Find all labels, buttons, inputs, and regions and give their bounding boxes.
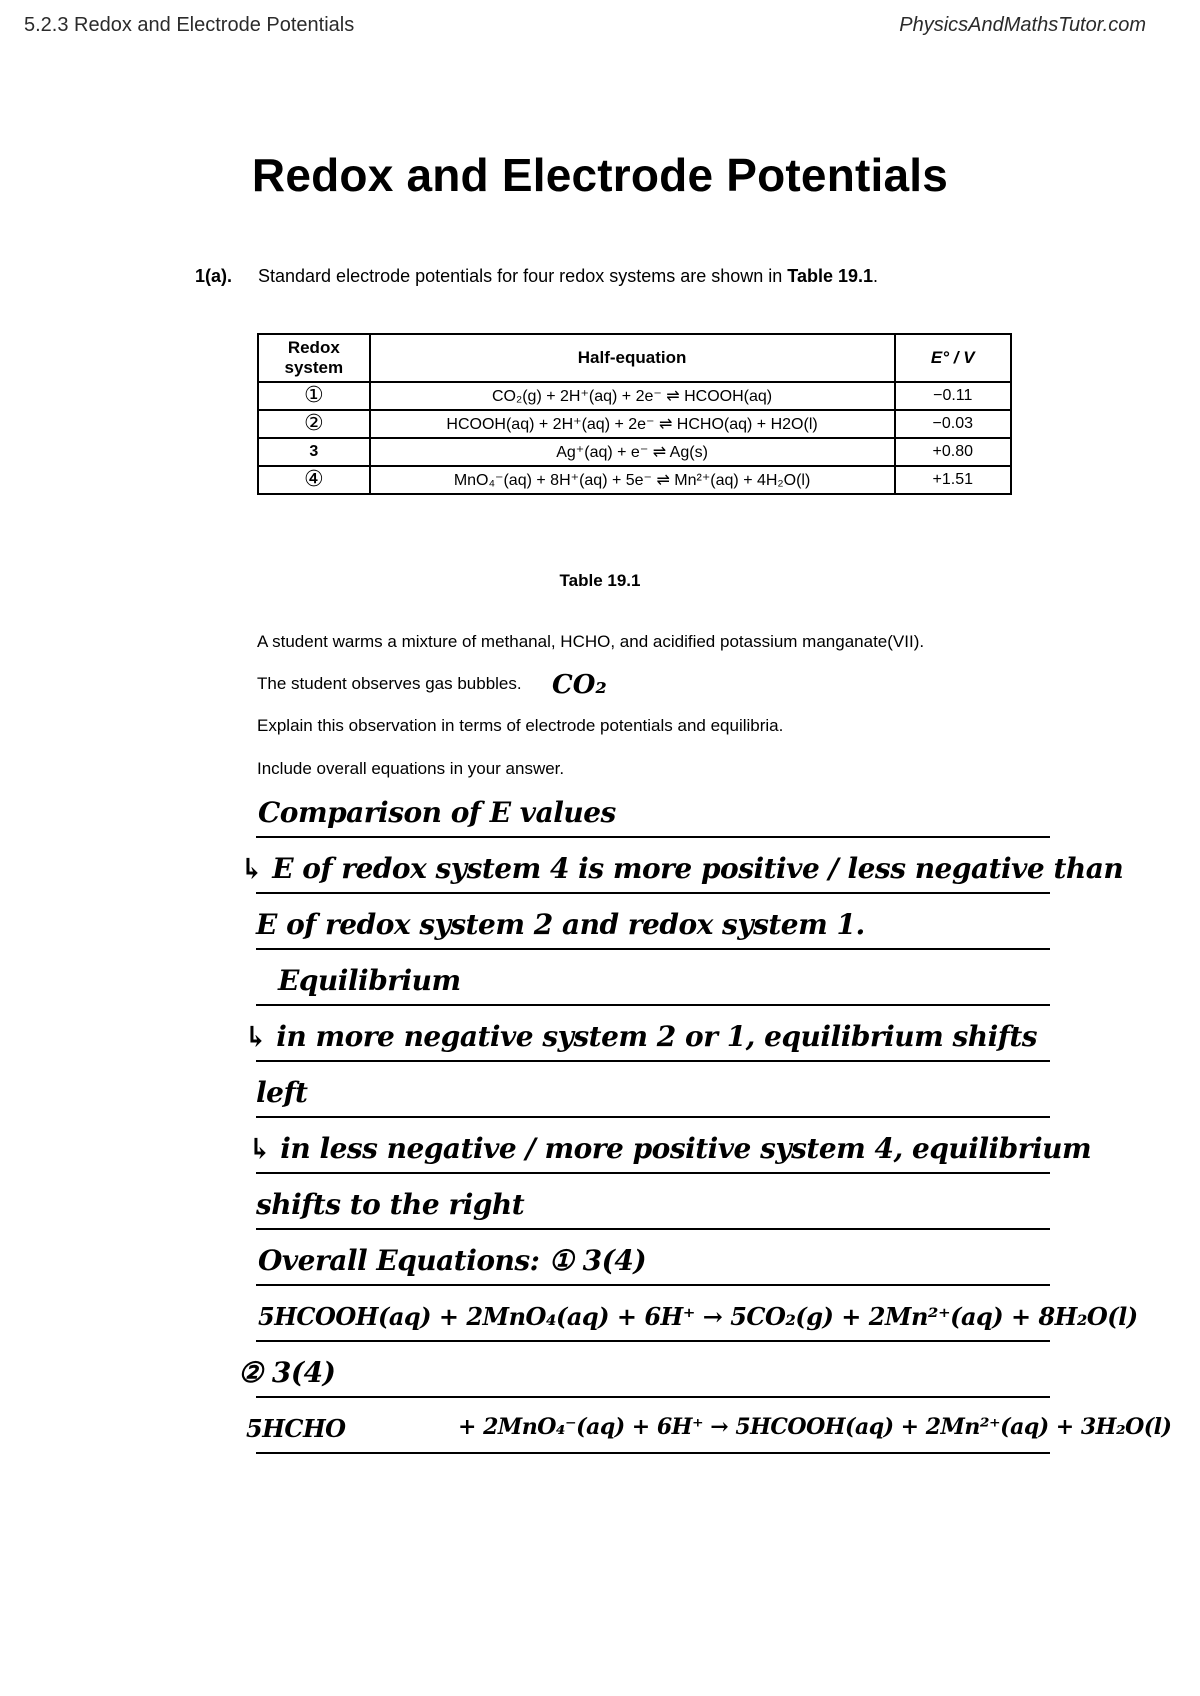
half-equation-cell: MnO₄⁻(aq) + 8H⁺(aq) + 5e⁻ ⇌ Mn²⁺(aq) + 4H₂O(l) <box>370 466 895 494</box>
potential-cell: −0.11 <box>895 382 1011 410</box>
handwritten-answer-line: Comparison of E values <box>258 796 616 829</box>
answer-line <box>256 1116 1050 1118</box>
potential-cell: +1.51 <box>895 466 1011 494</box>
question-intro-end: . <box>873 266 879 286</box>
potential-cell: +0.80 <box>895 438 1011 466</box>
electrode-potential-table <box>257 333 1012 495</box>
table-row <box>258 382 1011 410</box>
table-header-row <box>258 334 1011 382</box>
system-3-label: 3 <box>309 443 319 460</box>
system-number <box>258 438 370 466</box>
header-half-equation: Half-equation <box>370 334 895 382</box>
half-equation-cell: HCOOH(aq) + 2H⁺(aq) + 2e⁻ ⇌ HCHO(aq) + H2O(l) <box>370 410 895 438</box>
handwritten-co2-note: CO₂ <box>552 670 607 700</box>
handwritten-answer-line: ↳ in more negative system 2 or 1, equilibrium shifts <box>244 1020 1038 1053</box>
answer-line <box>256 836 1050 838</box>
half-equation-cell: CO₂(g) + 2H⁺(aq) + 2e⁻ ⇌ HCOOH(aq) <box>370 382 895 410</box>
answer-line <box>256 1340 1050 1342</box>
page-title: Redox and Electrode Potentials <box>251 149 949 201</box>
table-row <box>258 438 1011 466</box>
question-intro <box>258 266 878 287</box>
handwritten-answer-line: ↳ in less negative / more positive system 4, equilibrium <box>248 1132 1092 1165</box>
paragraph-1: A student warms a mixture of methanal, HCHO, and acidified potassium manganate(VII). <box>257 632 925 651</box>
answer-line <box>256 1452 1050 1454</box>
handwritten-answer-line: left <box>256 1076 308 1109</box>
question-intro-text: Standard electrode potentials for four redox systems are shown in <box>258 266 788 286</box>
table-row <box>258 466 1011 494</box>
answer-line <box>256 1228 1050 1230</box>
question-number: 1(a). <box>195 266 233 286</box>
handwritten-answer-line: E of redox system 2 and redox system 1. <box>256 908 865 941</box>
system-4-label: ④ <box>303 467 324 492</box>
handwritten-answer-line: shifts to the right <box>256 1188 525 1221</box>
handwritten-equation-2-reactant: 5HCHO <box>246 1414 346 1443</box>
half-equation-cell: Ag⁺(aq) + e⁻ ⇌ Ag(s) <box>370 438 895 466</box>
answer-line <box>256 1004 1050 1006</box>
paragraph-4: Include overall equations in your answer. <box>257 759 565 778</box>
system-1-label: ① <box>303 383 324 408</box>
potential-cell: −0.03 <box>895 410 1011 438</box>
answer-line <box>256 1172 1050 1174</box>
answer-line <box>256 1060 1050 1062</box>
answer-line <box>256 1396 1050 1398</box>
system-number-circled <box>258 410 370 438</box>
table-caption: Table 19.1 <box>559 571 641 590</box>
paragraph-3: Explain this observation in terms of electrode potentials and equilibria. <box>257 716 784 735</box>
answer-line <box>256 892 1050 894</box>
system-number-circled <box>258 382 370 410</box>
answer-line <box>256 948 1050 950</box>
table-reference: Table 19.1 <box>787 266 873 286</box>
table-row <box>258 410 1011 438</box>
header-redox-system: Redox system <box>258 334 370 382</box>
header-potential: E° / V <box>895 334 1011 382</box>
paragraph-2: The student observes gas bubbles. <box>257 674 522 693</box>
handwritten-equation-1: 5HCOOH(aq) + 2MnO₄(aq) + 6H⁺ → 5CO₂(g) + 2Mn²⁺(aq) + 8H₂O(l) <box>258 1302 1138 1331</box>
answer-line <box>256 1284 1050 1286</box>
handwritten-answer-line: Overall Equations: ① 3(4) <box>258 1244 647 1277</box>
running-header-left: 5.2.3 Redox and Electrode Potentials <box>24 14 355 36</box>
system-2-label: ② <box>303 411 324 436</box>
running-header-right: PhysicsAndMathsTutor.com <box>899 14 1146 36</box>
handwritten-equation-2-rest: + 2MnO₄⁻(aq) + 6H⁺ → 5HCOOH(aq) + 2Mn²⁺(aq) + 3H₂O(l) <box>458 1414 1172 1440</box>
handwritten-answer-line: ↳ E of redox system 4 is more positive / less negative than <box>240 852 1124 885</box>
handwritten-answer-line: Equilibrium <box>278 964 461 997</box>
handwritten-answer-line: ② 3(4) <box>238 1356 336 1389</box>
system-number-circled <box>258 466 370 494</box>
